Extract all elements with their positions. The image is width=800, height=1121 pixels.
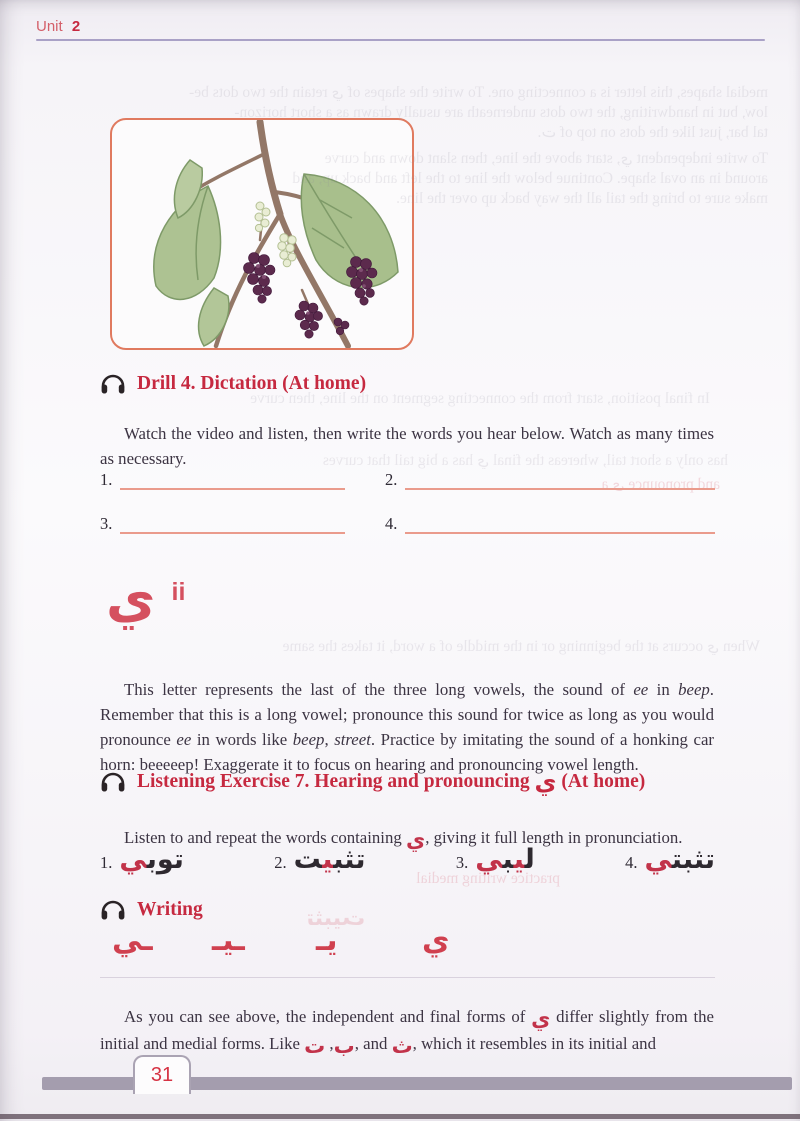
- drill4-instructions: Watch the video and listen, then write the words you hear below. Watch as many times as necessary.: [100, 423, 714, 468]
- ghost-text-line: around in an oval shape. Continue below the line to the left and back up, and: [292, 170, 768, 187]
- word-number: 3.: [455, 853, 469, 872]
- arabic-word: ليبي: [475, 844, 535, 875]
- blank-number: 2.: [385, 470, 398, 490]
- word-item-2: [274, 845, 365, 875]
- closing-paragraph: As you can see above, the independent and final forms of ي differ slightly from the initial and medial forms. Like ب, ت , and ث, which it resembles in its initial and: [100, 1006, 714, 1058]
- ghost-text-line: has only a short tail, whereas the final ي has a big tail that curves: [322, 452, 728, 469]
- writing-baseline-rule: [100, 977, 715, 978]
- ghost-text-line: practice writing medial: [416, 870, 560, 887]
- writing-heading: [100, 898, 203, 921]
- arabic-word: تثبيت: [293, 844, 366, 875]
- ghost-text-line: تثبيت: [306, 906, 365, 931]
- exercise7-heading: [100, 767, 646, 796]
- blank-number: 4.: [385, 514, 398, 534]
- page-header: [36, 18, 765, 41]
- word-item-4: [625, 845, 715, 875]
- word-item-1: [100, 845, 184, 875]
- headphones-icon: [100, 898, 126, 921]
- letter-transliteration: ii: [171, 578, 186, 606]
- ghost-text-line: and pronounce ى a: [601, 476, 720, 493]
- word-item-3: [456, 845, 535, 875]
- word-number: 4.: [625, 853, 638, 872]
- arabic-word: توبي: [119, 844, 184, 875]
- unit-heading: [36, 18, 765, 35]
- dictation-blanks: [100, 470, 715, 534]
- word-number: 2.: [274, 853, 287, 872]
- ghost-text-line: tal bar, just like the dots on top of ت.: [537, 124, 768, 141]
- dictation-blank-2[interactable]: [385, 470, 715, 490]
- dictation-blank-3[interactable]: [100, 514, 345, 534]
- letter-forms-row: [0, 924, 800, 982]
- answer-line[interactable]: [120, 514, 345, 534]
- letter-description: This letter represents the last of the three long vowels, the sound of ee in beep. Remember that this is a long vowel; pronounce this sound for twice as long as you would pronounce ee in words like beep, street. Practice by imitating the sound of a honking car horn: beeeeep! Exaggerate it to focus on hearing and pronouncing vowel length.: [100, 679, 714, 775]
- answer-line[interactable]: [405, 470, 715, 490]
- page-bottom-edge: [0, 1114, 800, 1119]
- dictation-blank-1[interactable]: [100, 470, 345, 490]
- unit-number: 2: [71, 18, 81, 35]
- blank-number: 3.: [100, 514, 113, 534]
- arabic-word: تثبتي: [644, 844, 715, 875]
- ghost-text-line: When ي occurs at the beginning or in the middle of a word, it takes the same: [282, 638, 760, 655]
- ghost-text-line: low, but in handwriting, the two dots underneath are usually drawn as a short horizon-: [234, 104, 768, 121]
- header-rule: [36, 39, 765, 41]
- mulberries-drawing: [112, 120, 412, 348]
- ghost-text-line: medial shapes, this letter is a connecting one. To write the shapes of ي retain the two dots be-: [189, 84, 768, 101]
- answer-line[interactable]: [120, 470, 345, 490]
- drill4-heading-label: Drill 4. Dictation (At home): [137, 372, 367, 394]
- yaa-initial-form: يـ: [316, 923, 338, 958]
- drill4-heading: [100, 372, 366, 395]
- exercise7-heading-label: Listening Exercise 7. Hearing and pronouncing ي (At home): [137, 767, 646, 796]
- answer-line[interactable]: [405, 514, 715, 534]
- yaa-independent-form: ي: [422, 923, 450, 958]
- yaa-final-form: ـي: [112, 923, 153, 958]
- dictation-blank-4[interactable]: [385, 514, 715, 534]
- blank-number: 1.: [100, 470, 113, 490]
- headphones-icon: [100, 770, 126, 793]
- exercise7-instructions: Listen to and repeat the words containing ي, giving it full length in pronunciation.: [124, 827, 683, 852]
- ghost-text-line: make sure to bring the tail all the way back up over the line.: [396, 190, 768, 207]
- ghost-text-line: In final position, start from the connecting segment on the line, then curve: [250, 390, 710, 407]
- exercise7-word-list: [100, 845, 715, 875]
- page-number: 31: [150, 1064, 174, 1086]
- new-letter-intro: [106, 568, 185, 630]
- writing-heading-label: Writing: [137, 898, 203, 920]
- ghost-text-line: To write independent ي, start above the line, then slant down and curve: [324, 150, 768, 167]
- unit-label: Unit: [36, 18, 63, 35]
- page-number-tab: [133, 1055, 191, 1094]
- mulberries-illustration: [110, 118, 414, 350]
- word-number: 1.: [100, 853, 113, 872]
- letter-yaa: ي: [106, 567, 156, 630]
- yaa-medial-form: ـيـ: [212, 923, 245, 958]
- headphones-icon: [100, 372, 126, 395]
